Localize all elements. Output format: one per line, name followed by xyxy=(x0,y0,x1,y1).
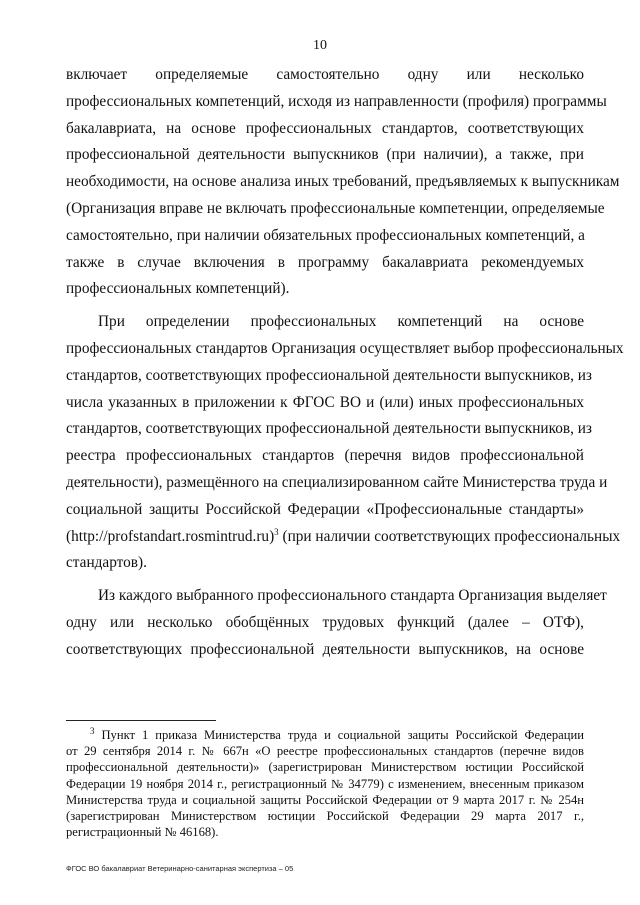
text-line: профессиональных стандартов Организация осуществляет выбор профессиональных xyxy=(66,339,624,357)
text-line: профессиональных компетенций, исходя из направленности (профиля) программы xyxy=(66,92,607,110)
footnote-line: Федерации 19 ноября 2014 г., регистрационный № 34779) с изменением, внесенным приказом xyxy=(66,776,584,791)
paragraph-3 xyxy=(66,583,607,663)
footnote-line: (зарегистрирован Министерством юстиции Российской Федерации 29 марта 2017 г., xyxy=(66,809,584,824)
footnote-line: профессиональной деятельности)» (зарегистрирован Министерством юстиции Российской xyxy=(66,760,584,775)
footnote-text: Пункт 1 приказа Министерства труда и социальной защиты Российской Федерации xyxy=(101,728,584,742)
text-line: числа указанных в приложении к ФГОС ВО и (или) иных профессиональных xyxy=(66,393,584,411)
text-line: также в случае включения в программу бакалавриата рекомендуемых xyxy=(66,253,584,271)
footnote-line: Министерства труда и социальной защиты Российской Федерации от 9 марта 2017 г. № 254н xyxy=(66,792,584,807)
page-footer: ФГОС ВО бакалавриат Ветеринарно-санитарная экспертиза – 05 xyxy=(66,864,294,873)
text-line: профессиональной деятельности выпускников (при наличии), а также, при xyxy=(66,146,584,164)
footnote-marker: 3 xyxy=(90,725,95,736)
text-line: одну или несколько обобщённых трудовых функций (далее – ОТФ), xyxy=(66,613,584,631)
footnote-line xyxy=(66,727,584,743)
paragraph-1 xyxy=(66,62,620,303)
text-line: профессиональных компетенций). xyxy=(66,280,290,298)
body-text xyxy=(66,62,624,664)
url-text: (http://profstandart.rosmintrud.ru) xyxy=(66,527,275,545)
text-line: (Организация вправе не включать профессиональные компетенции, определяемые xyxy=(66,199,605,217)
footnote-line: от 29 сентября 2014 г. № 667н «О реестре профессиональных стандартов (перечне видов xyxy=(66,744,584,759)
text-line: стандартов). xyxy=(66,554,147,572)
text-line: деятельности), размещённого на специализированном сайте Министерства труда и xyxy=(66,473,608,491)
page-number: 10 xyxy=(313,38,327,53)
text-line: При определении профессиональных компетенций на основе xyxy=(98,313,584,331)
text-line: реестра профессиональных стандартов (перечня видов профессиональной xyxy=(66,447,584,465)
footnote xyxy=(66,727,584,840)
text-line: Из каждого выбранного профессионального стандарта Организация выделяет xyxy=(98,587,607,605)
text-line: соответствующих профессиональной деятельности выпускников, на основе xyxy=(66,640,584,658)
text-line: социальной защиты Российской Федерации «Профессиональные стандарты» xyxy=(66,500,584,518)
text-line: включает определяемые самостоятельно одну или несколько xyxy=(66,66,584,83)
text-continuation: (при наличии соответствующих профессиональных xyxy=(278,527,621,545)
text-line-with-footnote xyxy=(66,524,621,551)
footnote-reference: 3 xyxy=(274,526,279,537)
text-line: самостоятельно, при наличии обязательных профессиональных компетенций, а xyxy=(66,226,585,244)
text-line: стандартов, соответствующих профессиональной деятельности выпускников, из xyxy=(66,420,592,438)
footnote-divider xyxy=(66,720,216,721)
text-line: необходимости, на основе анализа иных требований, предъявляемых к выпускникам xyxy=(66,173,620,191)
text-line: стандартов, соответствующих профессиональной деятельности выпускников, из xyxy=(66,366,592,384)
paragraph-2 xyxy=(66,309,624,577)
footnote-line: регистрационный № 46168). xyxy=(66,825,219,840)
text-line: бакалавриата, на основе профессиональных стандартов, соответствующих xyxy=(66,119,584,137)
